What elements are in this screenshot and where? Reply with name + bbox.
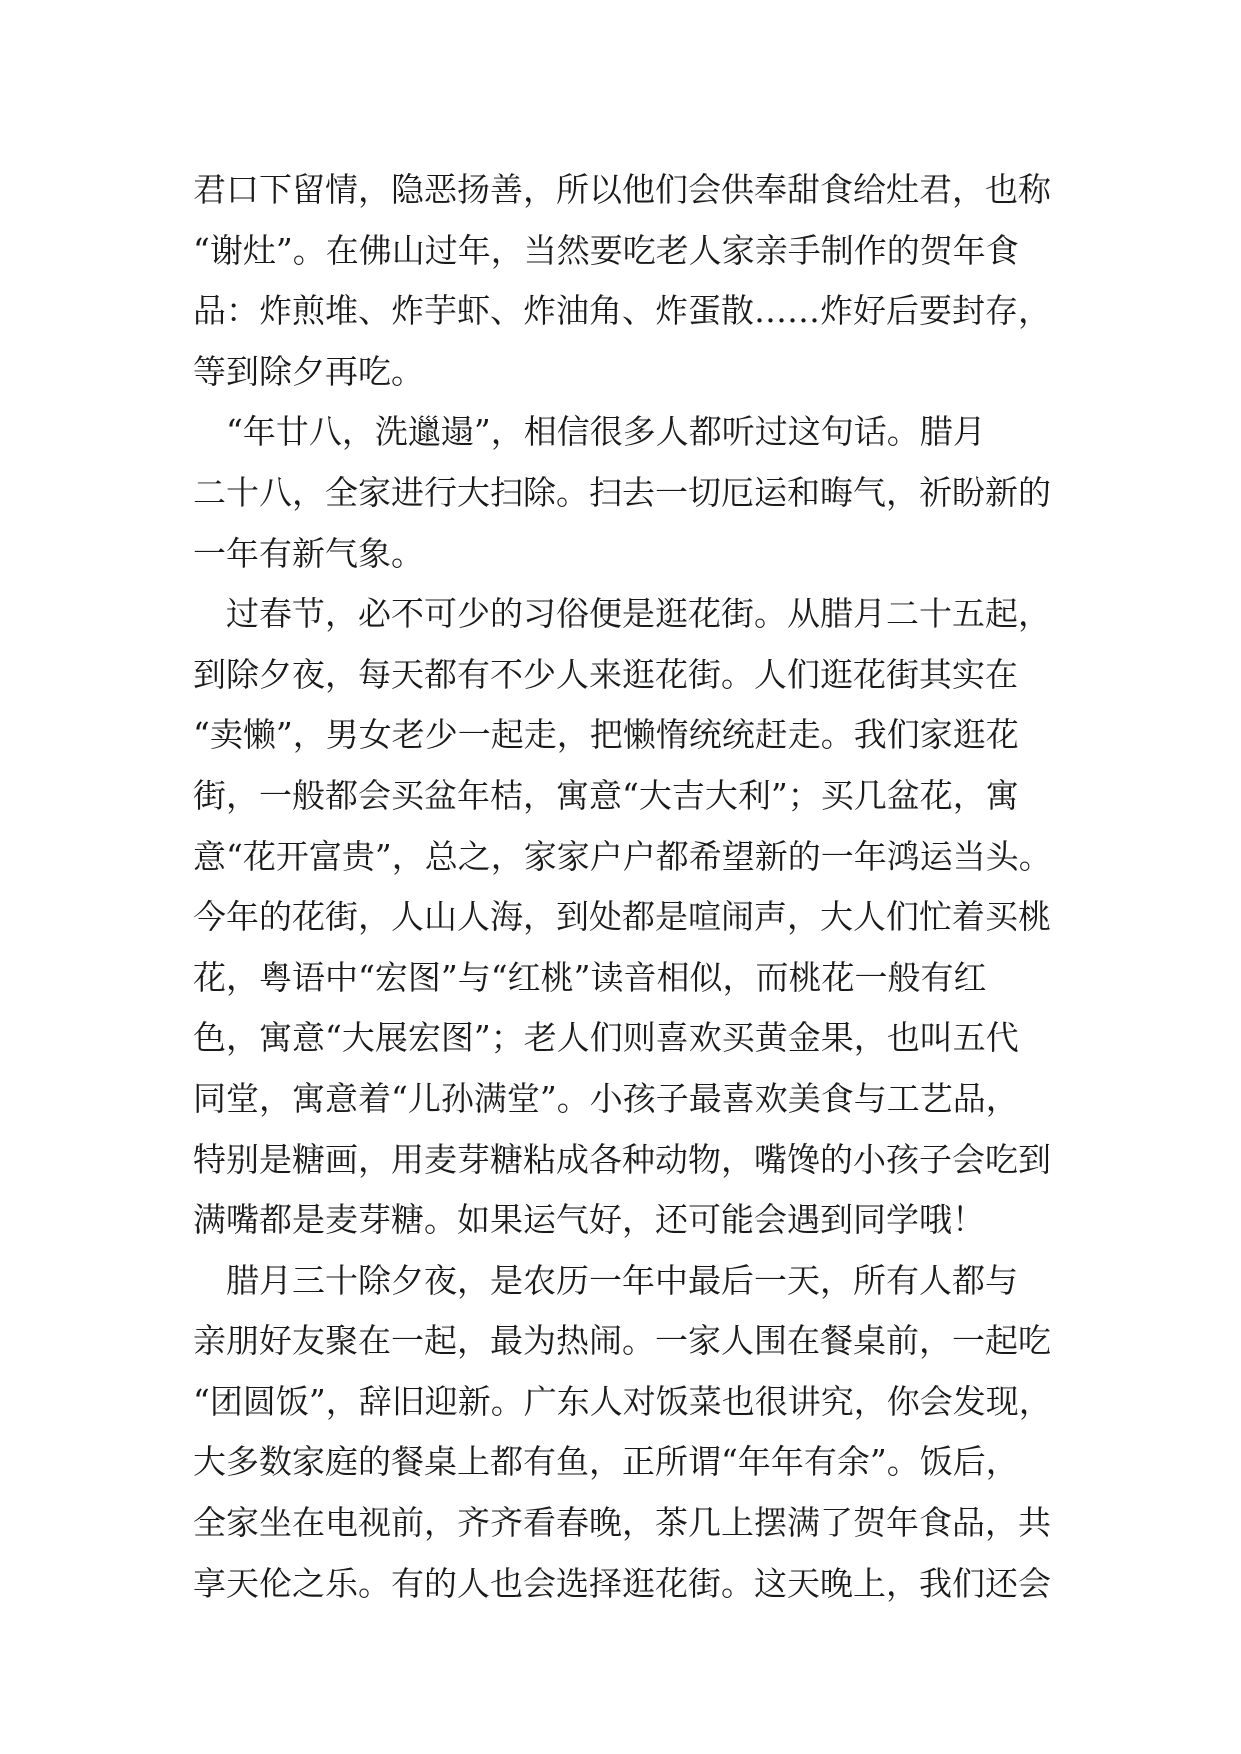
text-line: 花，粤语中“宏图”与“红桃”读音相似，而桃花一般有红 [193,957,987,997]
text-line: 同堂，寓意着“儿孙满堂”。小孩子最喜欢美食与工艺品， [193,1078,1019,1118]
text-line: 享天伦之乐。有的人也会选择逛花街。这天晚上，我们还会 [193,1563,1051,1603]
body-text [193,160,1073,1614]
text-line: “团圆饭”，辞旧迎新。广东人对饭菜也很讲究，你会发现， [193,1381,1052,1421]
text-line: 今年的花街，人山人海，到处都是喧闹声，大人们忙着买桃 [193,897,1051,937]
text-line: “谢灶”。在佛山过年，当然要吃老人家亲手制作的贺年食 [193,230,1019,270]
text-line: 君口下留情，隐恶扬善，所以他们会供奉甜食给灶君，也称 [193,170,1051,209]
text-line: 全家坐在电视前，齐齐看春晚，茶几上摆满了贺年食品，共 [193,1503,1051,1543]
text-line: 品：炸煎堆、炸芋虾、炸油角、炸蛋散……炸好后要封存， [193,291,1051,331]
text-line: 等到除夕再吃。 [193,351,424,391]
text-line: 满嘴都是麦芽糖。如果运气好，还可能会遇到同学哦！ [193,1200,985,1240]
text-line: 过春节，必不可少的习俗便是逛花街。从腊月二十五起， [193,594,1051,634]
text-line: “年廿八，洗邋遢”，相信很多人都听过这句话。腊月 [193,412,986,452]
text-line: 二十八，全家进行大扫除。扫去一切厄运和晦气，祈盼新的 [193,472,1051,512]
text-line: 色，寓意“大展宏图”；老人们则喜欢买黄金果，也叫五代 [193,1018,1019,1058]
text-line: 意“花开富贵”，总之，家家户户都希望新的一年鸿运当头。 [193,836,1052,876]
text-line: 亲朋好友聚在一起，最为热闹。一家人围在餐桌前，一起吃 [193,1321,1051,1361]
text-line: “卖懒”，男女老少一起走，把懒惰统统赶走。我们家逛花 [193,715,1019,755]
text-line: 到除夕夜，每天都有不少人来逛花街。人们逛花街其实在 [193,654,1018,694]
text-line: 大多数家庭的餐桌上都有鱼，正所谓“年年有余”。饭后， [193,1442,1019,1482]
text-line: 腊月三十除夕夜，是农历一年中最后一天，所有人都与 [193,1260,1018,1300]
text-line: 一年有新气象。 [193,533,424,573]
text-line: 街，一般都会买盆年桔，寓意“大吉大利”；买几盆花，寓 [193,775,1019,815]
text-line: 特别是糖画，用麦芽糖粘成各种动物，嘴馋的小孩子会吃到 [193,1139,1051,1179]
